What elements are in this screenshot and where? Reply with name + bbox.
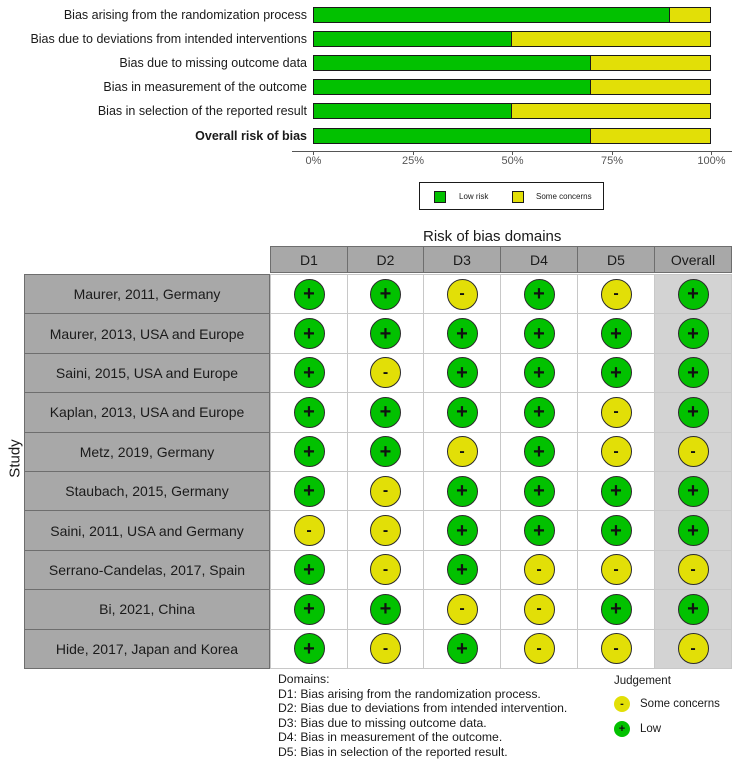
low-risk-icon: +	[678, 594, 709, 625]
bar-segment-low	[314, 104, 512, 118]
low-risk-icon: +	[294, 357, 325, 388]
judgement-cell	[270, 274, 348, 314]
judgement-cell	[577, 392, 655, 432]
judgement-cell	[423, 392, 501, 432]
low-risk-icon: +	[370, 279, 401, 310]
judgement-legend-item	[614, 721, 661, 737]
low-risk-icon: +	[524, 515, 555, 546]
judgement-cell	[423, 471, 501, 511]
judgement-cell	[270, 353, 348, 393]
judgement-cell	[577, 432, 655, 472]
some-concerns-icon: -	[370, 633, 401, 664]
judgement-cell	[577, 629, 655, 669]
low-risk-icon: +	[447, 515, 478, 546]
bar-label: Bias in selection of the reported result	[97, 104, 307, 118]
legend-swatch-low	[434, 191, 446, 203]
bar-label: Bias due to missing outcome data	[119, 56, 307, 70]
x-tick-label: 50%	[501, 155, 524, 167]
judgement-cell	[577, 510, 655, 550]
study-label: Metz, 2019, Germany	[24, 432, 270, 472]
some-concerns-icon: -	[447, 436, 478, 467]
some-concerns-icon: -	[294, 515, 325, 546]
judgement-cell	[654, 629, 732, 669]
y-axis-title: Study	[6, 439, 24, 478]
low-risk-icon: +	[678, 357, 709, 388]
judgement-cell	[500, 274, 578, 314]
judgement-cell	[423, 274, 501, 314]
bar-label: Bias due to deviations from intended interventions	[30, 32, 307, 46]
judgement-cell	[500, 392, 578, 432]
study-label: Kaplan, 2013, USA and Europe	[24, 392, 270, 432]
judgement-cell	[654, 550, 732, 590]
low-risk-icon: +	[447, 633, 478, 664]
study-label: Saini, 2015, USA and Europe	[24, 353, 270, 393]
judgement-cell	[423, 313, 501, 353]
low-risk-icon: +	[524, 476, 555, 507]
low-risk-icon: +	[524, 279, 555, 310]
some-concerns-icon: -	[678, 554, 709, 585]
low-risk-icon: +	[447, 357, 478, 388]
stacked-bar	[313, 128, 711, 144]
judgement-cell	[577, 589, 655, 629]
summary-legend	[419, 182, 604, 210]
judgement-cell	[500, 432, 578, 472]
judgement-cell	[500, 589, 578, 629]
judgement-cell	[423, 353, 501, 393]
judgement-cell	[347, 629, 424, 669]
judgement-cell	[270, 313, 348, 353]
x-tick-label: 75%	[600, 155, 624, 167]
domain-description-line: D3: Bias due to missing outcome data.	[278, 715, 487, 730]
study-label: Staubach, 2015, Germany	[24, 471, 270, 511]
judgement-legend-item	[614, 696, 720, 712]
bar-segment-some-concerns	[591, 80, 710, 94]
judgement-cell	[654, 471, 732, 511]
some-concerns-icon: -	[524, 633, 555, 664]
judgement-cell	[270, 550, 348, 590]
judgement-cell	[347, 471, 424, 511]
judgement-cell	[347, 274, 424, 314]
bar-segment-low	[314, 8, 670, 22]
grid-title: Risk of bias domains	[423, 228, 562, 245]
low-risk-icon: +	[524, 318, 555, 349]
low-risk-icon: +	[294, 318, 325, 349]
judgement-title: Judgement	[614, 675, 671, 687]
column-header-d3: D3	[423, 246, 501, 273]
low-risk-icon: +	[678, 318, 709, 349]
study-label: Serrano-Candelas, 2017, Spain	[24, 550, 270, 590]
some-concerns-icon: -	[370, 476, 401, 507]
low-risk-icon: +	[370, 594, 401, 625]
judgement-cell	[347, 392, 424, 432]
judgement-cell	[347, 313, 424, 353]
bar-label: Bias arising from the randomization process	[63, 8, 307, 22]
bar-segment-low	[314, 80, 591, 94]
some-concerns-icon: -	[678, 633, 709, 664]
judgement-cell	[270, 510, 348, 550]
judgement-cell	[500, 353, 578, 393]
x-tick-label: 100%	[697, 155, 726, 167]
judgement-cell	[577, 274, 655, 314]
judgement-cell	[654, 432, 732, 472]
domain-description-line: D5: Bias in selection of the reported result.	[278, 744, 508, 759]
judgement-cell	[347, 353, 424, 393]
study-label: Hide, 2017, Japan and Korea	[24, 629, 270, 669]
judgement-cell	[347, 432, 424, 472]
some-concerns-icon: -	[601, 279, 632, 310]
domain-description-line: D1: Bias arising from the randomization process.	[278, 686, 541, 701]
judgement-cell	[577, 471, 655, 511]
bar-segment-some-concerns	[591, 129, 710, 143]
some-concerns-icon: -	[614, 696, 630, 712]
low-risk-icon: +	[678, 476, 709, 507]
some-concerns-icon: -	[524, 594, 555, 625]
x-tick-label: 0%	[305, 155, 322, 167]
some-concerns-icon: -	[370, 515, 401, 546]
study-label: Bi, 2021, China	[24, 589, 270, 629]
judgement-cell	[423, 629, 501, 669]
bar-label: Bias in measurement of the outcome	[103, 80, 307, 94]
judgement-legend-label: Low	[640, 723, 662, 735]
some-concerns-icon: -	[524, 554, 555, 585]
legend-label-low: Low risk	[459, 192, 489, 201]
judgement-cell	[654, 589, 732, 629]
judgement-legend-label: Some concerns	[640, 698, 720, 710]
low-risk-icon: +	[601, 594, 632, 625]
bar-segment-low	[314, 129, 591, 143]
low-risk-icon: +	[601, 357, 632, 388]
legend-swatch-some	[512, 191, 524, 203]
judgement-cell	[270, 589, 348, 629]
some-concerns-icon: -	[601, 397, 632, 428]
column-header-d2: D2	[347, 246, 424, 273]
judgement-cell	[500, 510, 578, 550]
low-risk-icon: +	[447, 397, 478, 428]
judgement-cell	[654, 392, 732, 432]
low-risk-icon: +	[447, 476, 478, 507]
some-concerns-icon: -	[370, 554, 401, 585]
judgement-cell	[423, 550, 501, 590]
some-concerns-icon: -	[601, 554, 632, 585]
judgement-cell	[270, 392, 348, 432]
bar-segment-some-concerns	[512, 104, 710, 118]
judgement-cell	[654, 313, 732, 353]
judgement-cell	[654, 510, 732, 550]
study-label: Saini, 2011, USA and Germany	[24, 510, 270, 550]
low-risk-icon: +	[294, 279, 325, 310]
low-risk-icon: +	[601, 318, 632, 349]
low-risk-icon: +	[614, 721, 630, 737]
low-risk-icon: +	[524, 357, 555, 388]
judgement-cell	[654, 353, 732, 393]
judgement-cell	[500, 471, 578, 511]
low-risk-icon: +	[447, 318, 478, 349]
judgement-cell	[270, 432, 348, 472]
low-risk-icon: +	[294, 594, 325, 625]
judgement-cell	[347, 589, 424, 629]
stacked-bar	[313, 7, 711, 23]
domain-description-line: D4: Bias in measurement of the outcome.	[278, 730, 503, 745]
domain-description-line: Domains:	[278, 672, 330, 686]
judgement-cell	[423, 432, 501, 472]
low-risk-icon: +	[601, 476, 632, 507]
judgement-cell	[270, 629, 348, 669]
judgement-cell	[347, 550, 424, 590]
low-risk-icon: +	[294, 476, 325, 507]
low-risk-icon: +	[370, 436, 401, 467]
stacked-bar	[313, 79, 711, 95]
domains-legend	[278, 672, 567, 760]
column-header-d5: D5	[577, 246, 655, 273]
judgement-cell	[500, 313, 578, 353]
low-risk-icon: +	[370, 397, 401, 428]
study-label: Maurer, 2011, Germany	[24, 274, 270, 314]
low-risk-icon: +	[294, 436, 325, 467]
x-tick-label: 25%	[401, 155, 425, 167]
bar-label: Overall risk of bias	[195, 129, 307, 143]
legend-label-some: Some concerns	[536, 192, 592, 201]
bar-segment-some-concerns	[512, 32, 710, 46]
bar-segment-some-concerns	[670, 8, 710, 22]
stacked-bar	[313, 55, 711, 71]
low-risk-icon: +	[294, 633, 325, 664]
column-header-d1: D1	[270, 246, 348, 273]
some-concerns-icon: -	[447, 594, 478, 625]
low-risk-icon: +	[524, 397, 555, 428]
some-concerns-icon: -	[447, 279, 478, 310]
judgement-cell	[423, 589, 501, 629]
stacked-bar	[313, 31, 711, 47]
judgement-cell	[577, 313, 655, 353]
bar-segment-low	[314, 56, 591, 70]
some-concerns-icon: -	[601, 633, 632, 664]
low-risk-icon: +	[370, 318, 401, 349]
low-risk-icon: +	[678, 397, 709, 428]
judgement-cell	[500, 550, 578, 590]
bar-segment-low	[314, 32, 512, 46]
study-label: Maurer, 2013, USA and Europe	[24, 313, 270, 353]
some-concerns-icon: -	[601, 436, 632, 467]
low-risk-icon: +	[678, 279, 709, 310]
low-risk-icon: +	[601, 515, 632, 546]
bar-segment-some-concerns	[591, 56, 710, 70]
some-concerns-icon: -	[370, 357, 401, 388]
domain-description-line: D2: Bias due to deviations from intended intervention.	[278, 701, 568, 716]
low-risk-icon: +	[294, 397, 325, 428]
judgement-cell	[577, 353, 655, 393]
judgement-cell	[270, 471, 348, 511]
column-header-d4: D4	[500, 246, 578, 273]
low-risk-icon: +	[294, 554, 325, 585]
some-concerns-icon: -	[678, 436, 709, 467]
low-risk-icon: +	[678, 515, 709, 546]
judgement-cell	[500, 629, 578, 669]
judgement-cell	[577, 550, 655, 590]
column-header-overall: Overall	[654, 246, 732, 273]
stacked-bar	[313, 103, 711, 119]
low-risk-icon: +	[524, 436, 555, 467]
judgement-cell	[654, 274, 732, 314]
judgement-cell	[423, 510, 501, 550]
judgement-cell	[347, 510, 424, 550]
low-risk-icon: +	[447, 554, 478, 585]
